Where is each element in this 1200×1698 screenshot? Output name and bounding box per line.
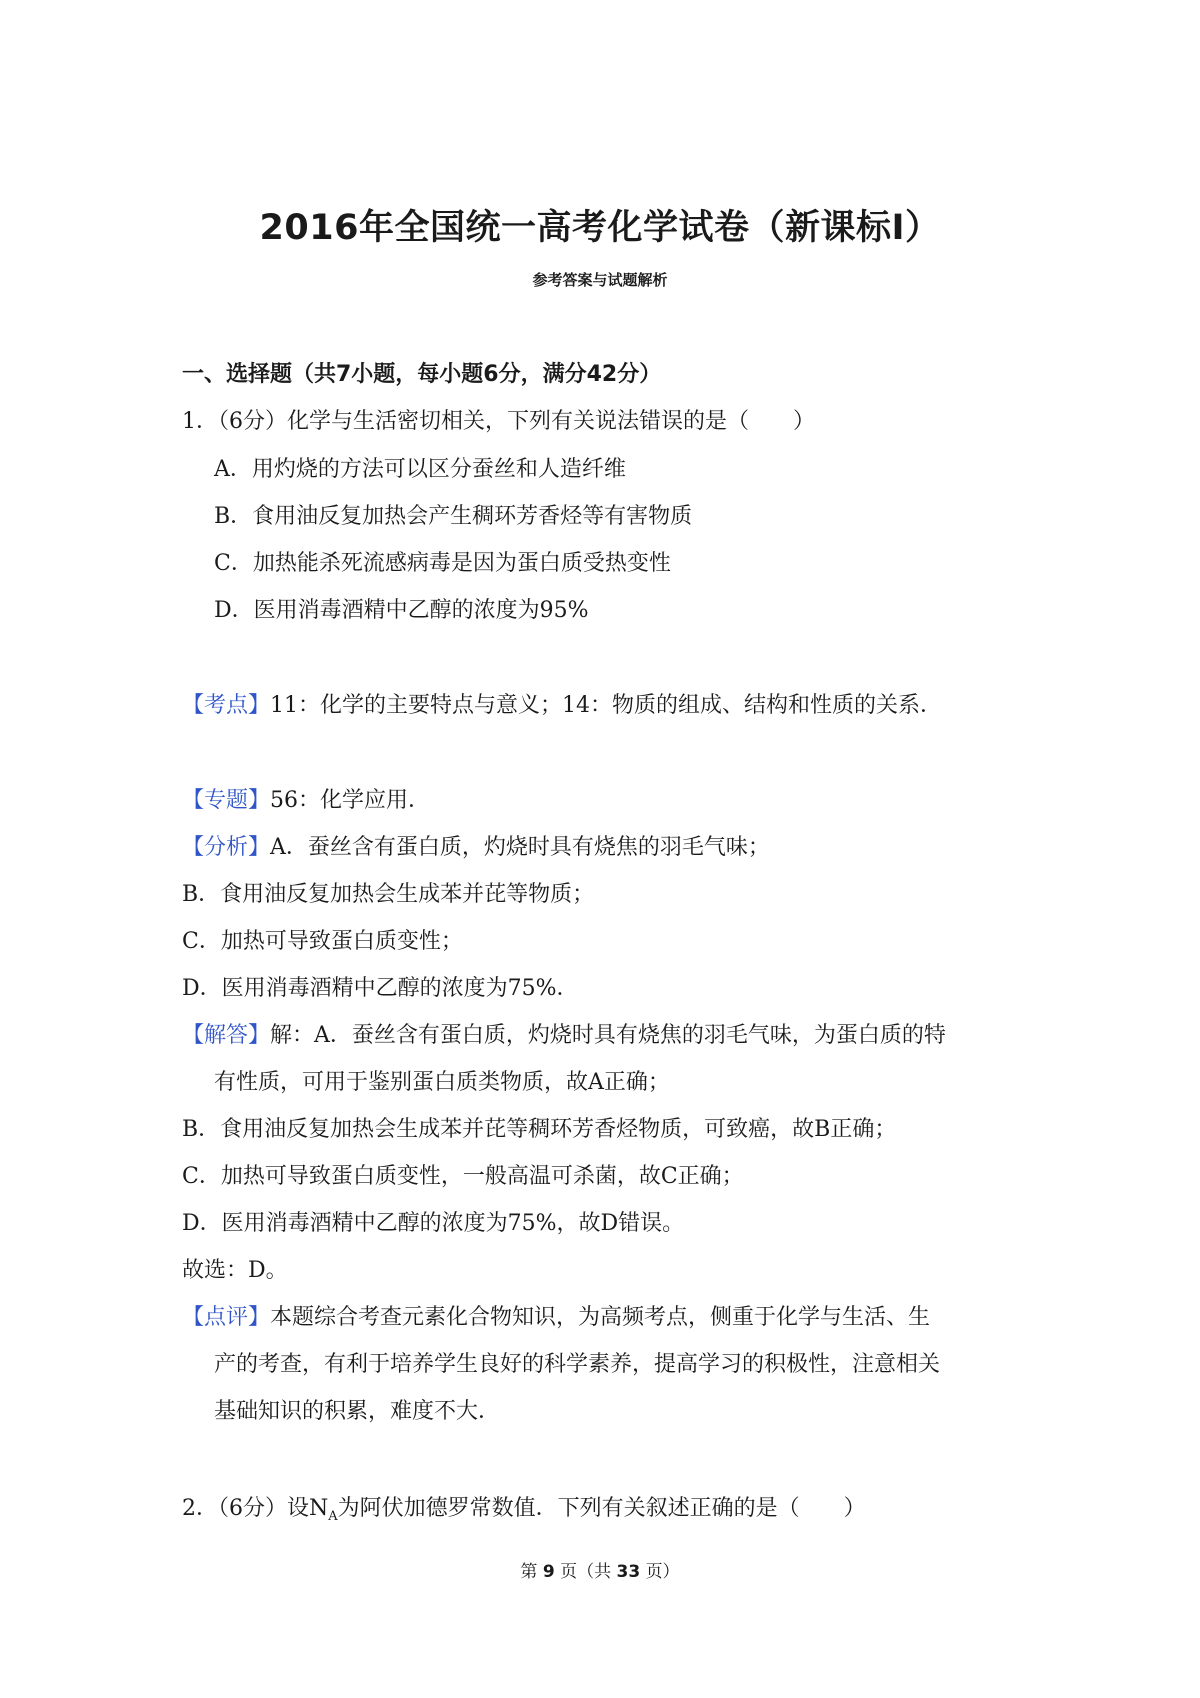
- question-1-option-d: D．医用消毒酒精中乙醇的浓度为95%: [214, 598, 589, 623]
- question-1-option-c: C．加热能杀死流感病毒是因为蛋白质受热变性: [214, 551, 671, 576]
- question-2-stem-post: 为阿伏加德罗常数值．下列有关叙述正确的是（ ）: [337, 1496, 866, 1521]
- page-subtitle: 参考答案与试题解析: [532, 271, 668, 289]
- footer-mid: 页（共: [560, 1562, 612, 1582]
- question-2-stem-pre: 2．（6分）设N: [182, 1496, 329, 1521]
- avogadro-subscript: A: [328, 1509, 338, 1524]
- dianping-block: [182, 1300, 930, 1331]
- question-1-option-b: B．食用油反复加热会产生稠环芳香烃等有害物质: [214, 504, 693, 529]
- footer-post: 页）: [645, 1562, 680, 1582]
- page-title: 2016年全国统一高考化学试卷（新课标Ⅰ）: [259, 208, 941, 248]
- zhuanti-block: [182, 783, 430, 814]
- kaodian-text: 11：化学的主要特点与意义；14：物质的组成、结构和性质的关系．: [270, 693, 943, 718]
- jieda-block: [182, 1018, 946, 1049]
- section-heading: 一、选择题（共7小题，每小题6分，满分42分）: [182, 362, 662, 387]
- jieda-text: 解：A．蚕丝含有蛋白质，灼烧时具有烧焦的羽毛气味，为蛋白质的特: [270, 1023, 946, 1048]
- dianping-line-2: 产的考查，有利于培养学生良好的科学素养，提高学习的积极性，注意相关: [214, 1352, 941, 1377]
- kaodian-tag: 【考点】: [182, 693, 271, 718]
- zhuanti-tag: 【专题】: [182, 788, 271, 813]
- fenxi-block: [182, 830, 770, 861]
- fenxi-text: A．蚕丝含有蛋白质，灼烧时具有烧焦的羽毛气味；: [270, 835, 770, 860]
- jieda-line-b: B．食用油反复加热会生成苯并芘等稠环芳香烃物质，可致癌，故B正确；: [182, 1117, 897, 1142]
- jieda-tag: 【解答】: [182, 1023, 271, 1048]
- jieda-line-c: C．加热可导致蛋白质变性，一般高温可杀菌，故C正确；: [182, 1164, 744, 1189]
- fenxi-line-d: D．医用消毒酒精中乙醇的浓度为75%．: [182, 976, 579, 1001]
- jieda-line-d: D．医用消毒酒精中乙醇的浓度为75%，故D错误。: [182, 1211, 685, 1236]
- question-1-stem: 1．（6分）化学与生活密切相关，下列有关说法错误的是（ ）: [182, 409, 815, 434]
- jieda-continuation: 有性质，可用于鉴别蛋白质类物质，故A正确；: [214, 1070, 670, 1095]
- page-footer: [0, 1557, 1200, 1582]
- jieda-answer: 故选：D。: [182, 1258, 288, 1283]
- zhuanti-text: 56：化学应用．: [270, 788, 431, 813]
- dianping-text: 本题综合考查元素化合物知识，为高频考点，侧重于化学与生活、生: [270, 1305, 931, 1330]
- footer-total-pages: 33: [616, 1562, 641, 1582]
- fenxi-tag: 【分析】: [182, 835, 271, 860]
- footer-pre: 第: [520, 1562, 538, 1582]
- question-2-stem: [182, 1491, 866, 1522]
- footer-page-number: 9: [542, 1562, 555, 1582]
- fenxi-line-b: B．食用油反复加热会生成苯并芘等物质；: [182, 882, 595, 907]
- kaodian-block: [182, 688, 942, 719]
- dianping-line-3: 基础知识的积累，难度不大．: [214, 1399, 501, 1424]
- fenxi-line-c: C．加热可导致蛋白质变性；: [182, 929, 463, 954]
- question-1-option-a: A．用灼烧的方法可以区分蚕丝和人造纤维: [214, 457, 626, 482]
- dianping-tag: 【点评】: [182, 1305, 271, 1330]
